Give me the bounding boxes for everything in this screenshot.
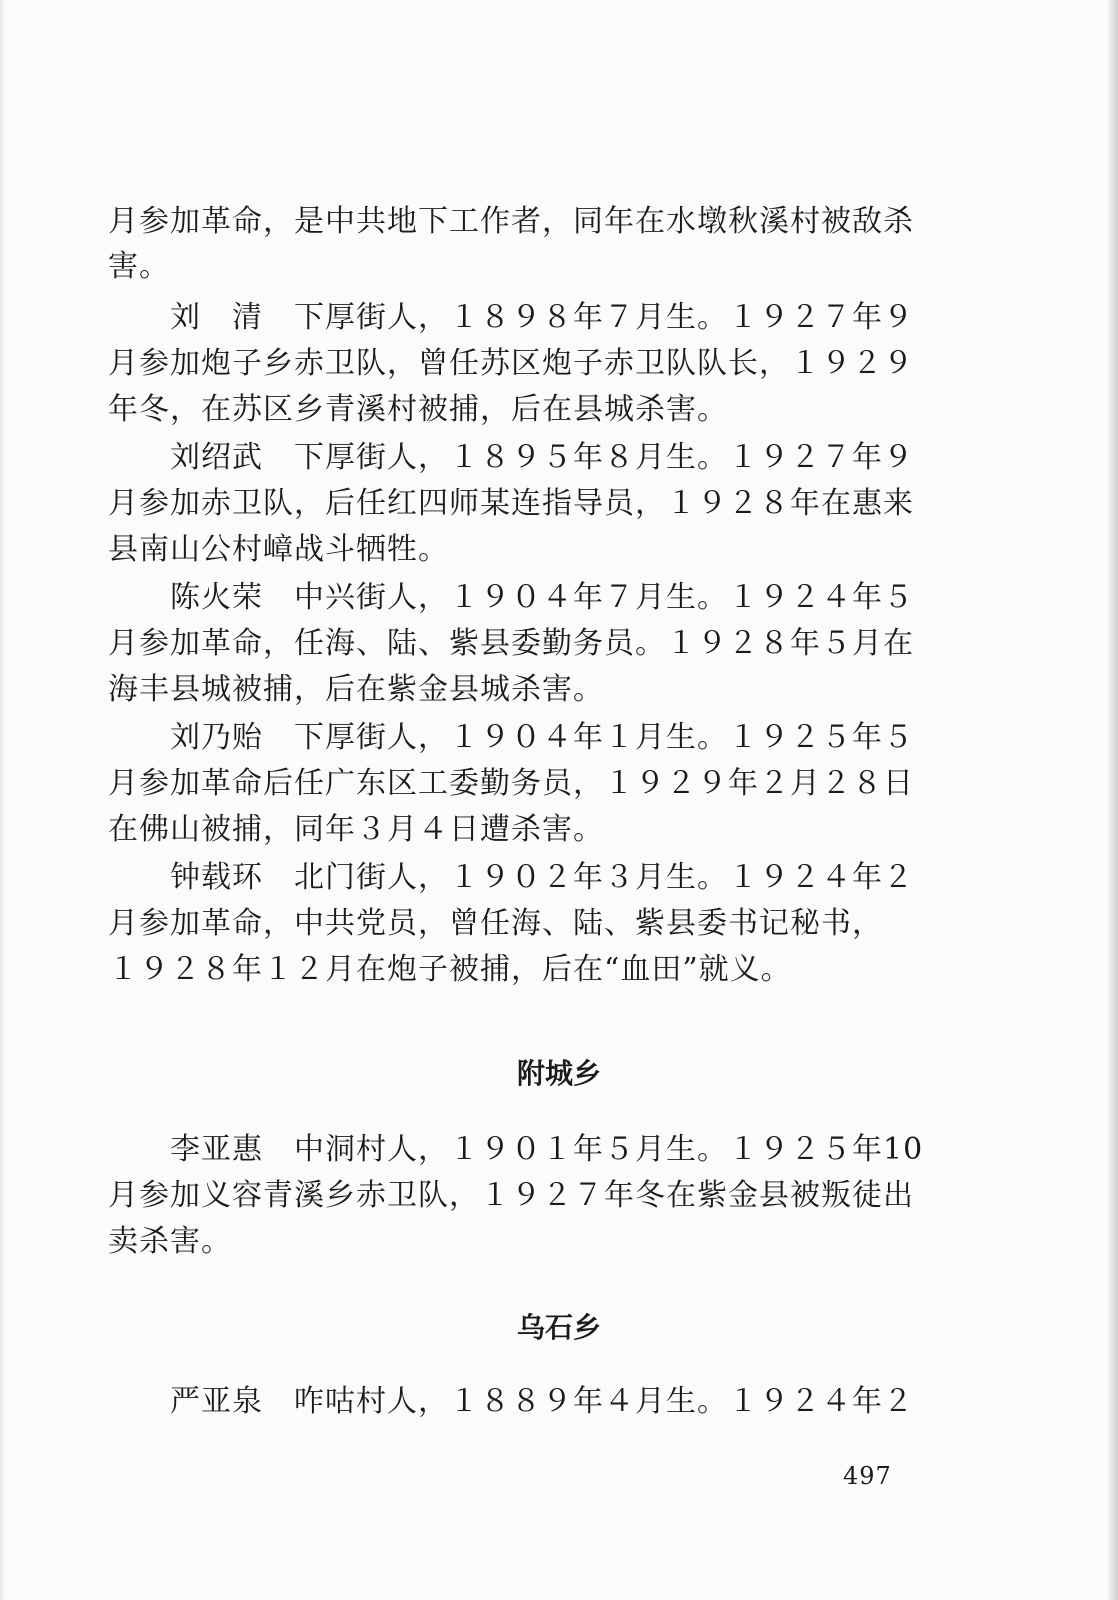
entry-chen-huorong: 陈火荣 中兴街人，１９０４年７月生。１９２４年５ (170, 580, 914, 615)
page-right-edge (1108, 0, 1118, 1600)
entry-li-yahui: 李亚惠 中洞村人，１９０１年５月生。１９２５年10 (170, 1132, 924, 1167)
text-line: 卖杀害。 (108, 1224, 232, 1259)
text-line: 海丰县城被捕，后在紫金县城杀害。 (108, 672, 604, 707)
text-line: 县南山公村嶂战斗牺牲。 (108, 532, 449, 567)
text-line: 月参加炮子乡赤卫队，曾任苏区炮子赤卫队队长，１９２９ (108, 346, 914, 381)
entry-yan-yaquan: 严亚泉 咋咕村人，１８８９年４月生。１９２４年２ (170, 1384, 914, 1419)
entry-zhong-zaihuan: 钟载环 北门街人，１９０２年３月生。１９２４年２ (170, 860, 914, 895)
section-heading-fucheng: 附城乡 (516, 1057, 601, 1090)
text-line: 年冬，在苏区乡青溪村被捕，后在县城杀害。 (108, 392, 728, 427)
text-line: 在佛山被捕，同年３月４日遭杀害。 (108, 812, 604, 847)
entry-liu-shaowu: 刘绍武 下厚街人，１８９５年８月生。１９２７年９ (170, 440, 914, 475)
section-heading-wushi: 乌石乡 (516, 1311, 601, 1344)
page-left-edge (0, 0, 6, 1600)
page-number: 497 (843, 1462, 892, 1490)
entry-liu-qing: 刘 清 下厚街人，１８９８年７月生。１９２７年９ (170, 300, 914, 335)
text-line: 月参加革命，是中共地下工作者，同年在水墩秋溪村被敌杀 (108, 204, 914, 239)
text-line: １９２８年１２月在炮子被捕，后在“血田”就义。 (108, 952, 792, 987)
text-line: 月参加革命后任广东区工委勤务员，１９２９年２月２８日 (108, 766, 914, 801)
text-line: 害。 (108, 249, 170, 284)
text-line: 月参加革命，中共党员，曾任海、陆、紫县委书记秘书， (108, 906, 883, 941)
text-line: 月参加革命，任海、陆、紫县委勤务员。１９２８年５月在 (108, 626, 914, 661)
text-line: 月参加赤卫队，后任红四师某连指导员，１９２８年在惠来 (108, 486, 914, 521)
entry-liu-naiyi: 刘乃贻 下厚街人，１９０４年１月生。１９２５年５ (170, 720, 914, 755)
text-line: 月参加义容青溪乡赤卫队，１９２７年冬在紫金县被叛徒出 (108, 1178, 914, 1213)
